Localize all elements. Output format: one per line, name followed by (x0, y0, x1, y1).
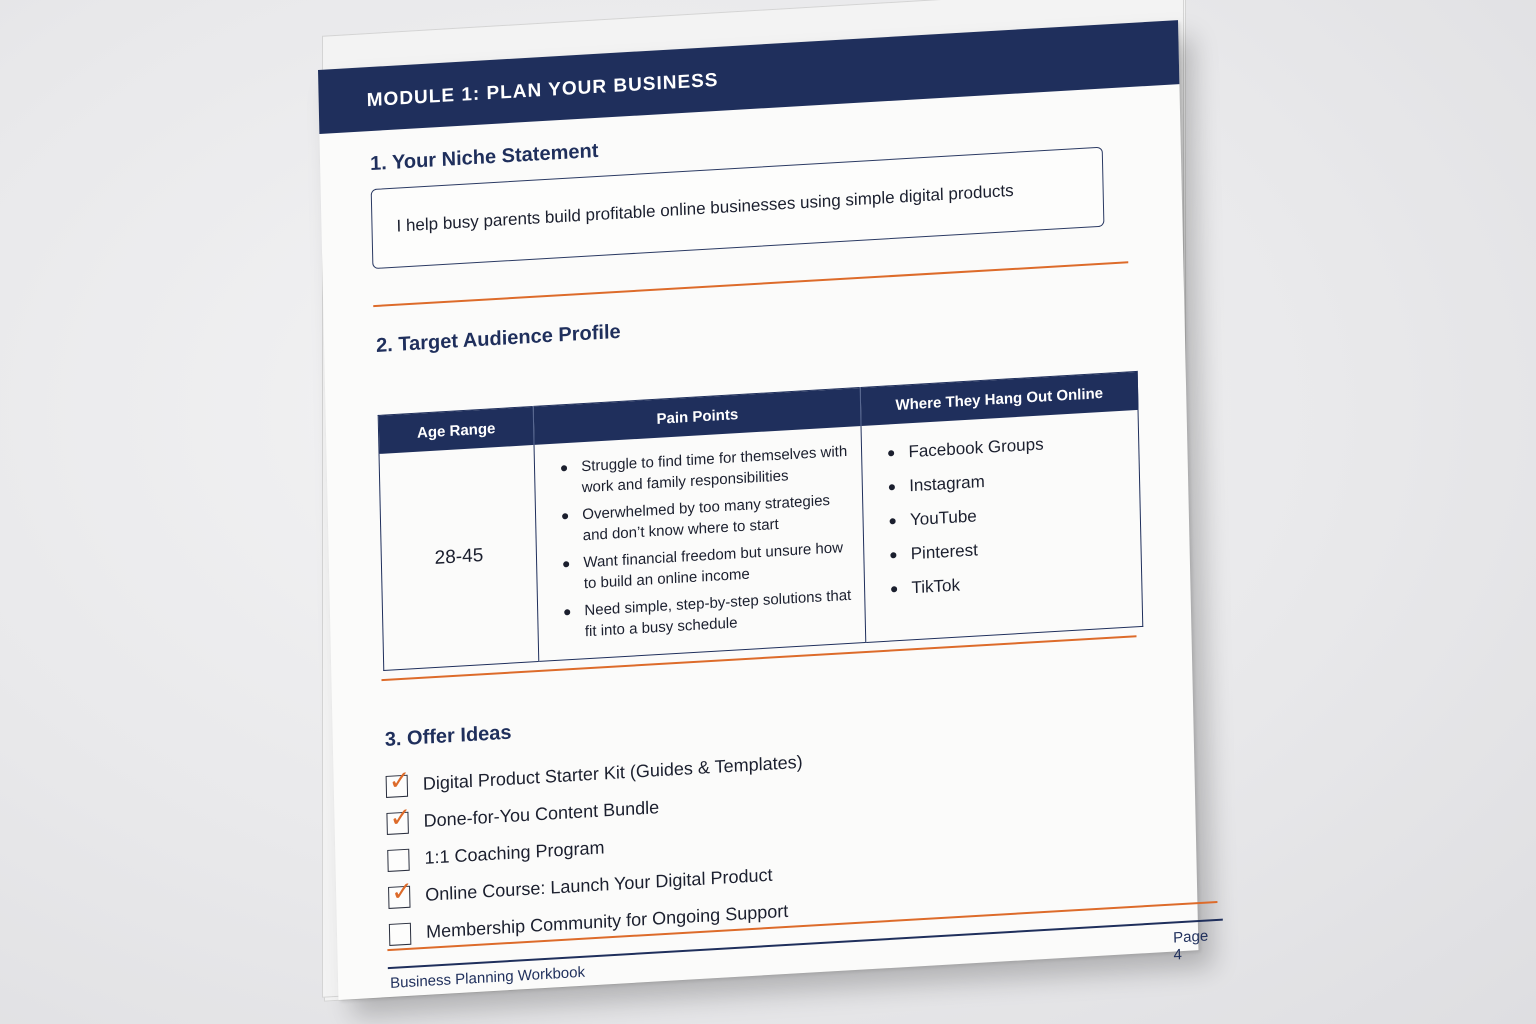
platform-item: Facebook Groups (888, 429, 1128, 465)
platforms-header: Where They Hang Out Online (860, 371, 1138, 426)
pain-point-item: Want financial freedom but unsure how to build an online income (563, 537, 854, 596)
pain-point-item: Overwhelmed by too many strategies and don’t know where to start (562, 489, 853, 548)
check-icon: ✓ (389, 802, 412, 834)
offer-checkbox[interactable] (388, 876, 414, 909)
workbook-page (318, 20, 1209, 1000)
platform-item: Instagram (889, 463, 1129, 499)
platform-item: YouTube (890, 497, 1130, 533)
pain-point-item: Struggle to find time for themselves with work and family responsibilities (561, 441, 852, 500)
offer-label: 1:1 Coaching Program (424, 837, 605, 868)
niche-section-title: 1. Your Niche Statement (369, 139, 599, 176)
audience-table (378, 371, 1144, 671)
audience-section-title: 2. Target Audience Profile (375, 320, 621, 357)
offer-label: Membership Community for Ongoing Support (425, 900, 789, 942)
offer-checkbox[interactable] (387, 849, 409, 872)
check-icon: ✓ (390, 876, 414, 908)
check-icon: ✓ (388, 765, 411, 797)
workbook-name: Business Planning Workbook (389, 963, 586, 992)
audience-table-row (379, 410, 1143, 671)
pain-point-item: Need simple, step-by-step solutions that fit into a busy schedule (564, 585, 855, 644)
age-range-value: 28-45 (379, 445, 539, 671)
offer-checklist (386, 731, 1090, 957)
pain-points-list (535, 426, 866, 661)
pain-points-header: Pain Points (533, 387, 861, 444)
module-title: MODULE 1: PLAN YOUR BUSINESS (366, 69, 719, 112)
offers-section-title: 3. Offer Ideas (384, 721, 512, 751)
offer-checkbox[interactable] (389, 923, 411, 946)
offer-label: Digital Product Starter Kit (Guides & Templates) (422, 751, 803, 794)
offer-label: Online Course: Launch Your Digital Product (425, 864, 773, 905)
platform-item: Pinterest (890, 531, 1130, 567)
offer-label: Done-for-You Content Bundle (423, 797, 660, 831)
platform-item: TikTok (891, 565, 1131, 601)
platforms-list (862, 410, 1142, 624)
offer-checkbox[interactable] (386, 765, 411, 798)
niche-statement-text: I help busy parents build profitable online businesses using simple digital products (396, 180, 1014, 236)
section-divider (373, 261, 1128, 307)
pain-points-cell (534, 426, 866, 661)
age-range-header: Age Range (378, 406, 534, 454)
offer-checkbox[interactable] (386, 802, 412, 835)
page-number: Page 4 (1172, 927, 1209, 964)
platforms-cell (861, 410, 1142, 643)
